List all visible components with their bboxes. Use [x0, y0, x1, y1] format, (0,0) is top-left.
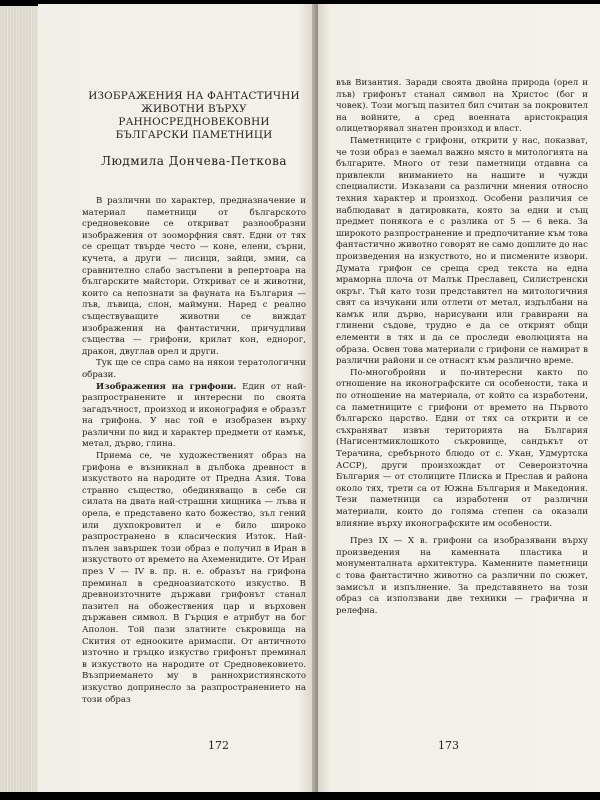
- paragraph-text: Един от най-разпространените и интересни по своята загадъчност, произход и иконография е образът на грифона. У нас той е изобразен върху различни по вид и характер предмети от камък, метал, дърво, глина.: [82, 381, 306, 450]
- paragraph: По-многобройни и по-интересни както по отношение на иконографските си особености, така и по отношение на материала, от който са изработени, са паметниците с грифони от времето на Първото българско царство. Едни от тях са открити и се съхраняват извън територията на България (Нагисентмиклошкото съкровище, сандъкът от Терачина, сребърното блюдо от с. Укан, Удмуртска АССР), други произхождат от Североизточна България — от столиците Плиска и Преслав и района около тях, трети са от Южна България и Македония. Тези паметници са изработени от различни материали, които до голяма степен са оказали влияние върху иконографските им особености.: [336, 367, 588, 529]
- paragraph: Паметниците с грифони, открити у нас, показват, че този образ е заемал важно място в митологията на българите. Много от тези паметници отдавна са привлекли вниманието на нашите и чужди специалисти. Изказани са различни мнения относно техния характер и произход. Особени различия се наблюдават в датировката, която за едни и същ предмет понякога е с разлика от 5 — 6 века. За широкото разпространение и предпочитание към това фантастично животно говорят не само дошлите до нас произведения на изкуството, но и писмените извори. Думата грифон се среща сред текста на една мраморна плоча от Малък Преславец, Силистренски окръг. Тъй като този представител на митологичния свят са изчукани или отлети от метал, издълбани на камък или дърво, нарисувани или гравирани на глинени съдове, трудно е да се открият общи елементи в тях и да се проследи еволюцията на образа. Освен това материали с грифони се намират в различни райони и се отнасят към различно време.: [336, 135, 588, 367]
- section-heading: Изображения на грифони.: [96, 381, 237, 392]
- paragraph: Тук ще се спра само на някои тератологични образи.: [82, 358, 306, 380]
- author-name: Людмила Дончева-Петкова: [100, 154, 288, 168]
- paragraph: През IX — X в. грифони са изобразявани върху произведения на каменната пластика и монументалната архитектура. Каменните паметници с това фантастично животно са различни по сюжет, замисъл и изпълнение. За представянето на този образ са използвани две техники — графична и релефна.: [336, 536, 588, 616]
- right-page: [318, 4, 600, 792]
- paragraph: във Византия. Заради своята двойна природа (орел и лъв) грифонът станал символ на Христос (бог и човек). Този могъщ пазител бил считан за покровител на войните, а сред военната аристокрация олицетворявал знатен произход и власт.: [336, 78, 588, 135]
- page-number-right: 173: [438, 739, 459, 752]
- page-number-left: 172: [208, 739, 229, 752]
- left-page: [38, 4, 320, 792]
- paragraph: Приема се, че художественият образ на грифона е възникнал в дълбока древност в изкуството на народите от Предна Азия. Това странно същество, обединяващо в себе си силата на двата най-страшни хищника — лъва и орела, е представено като божество, зъл гений или духпокровител и е било широко разпространено в класическия Изток. Най-пълен завършек този образ е получил в Иран в изкуството от времето на Ахеменидите. От Иран през V — IV в. пр. н. е. образът на грифона преминал в средноазиатското изкуство. В древноизточните държави грифонът станал пазител на обожествения цар и върховен държавен символ. В Гърция е атрибут на бог Аполон. Той пази златните съкровища на Скития от еднооките аримаспи. От античното източно и гръцко изкуство грифонът преминал в изкуството на народите от Средновековието. Възприемането му в раннохристиянското изкуство допринесло за разпространението на този образ: [82, 451, 306, 705]
- right-body-text: [336, 78, 588, 617]
- article-title: ИЗОБРАЖЕНИЯ НА ФАНТАСТИЧНИ ЖИВОТНИ ВЪРХУ РАННОСРЕДНОВЕКОВНИ БЪЛГАРСКИ ПАМЕТНИЦИ: [88, 90, 300, 141]
- paragraph-with-heading: [82, 382, 306, 452]
- page-edges: [0, 6, 40, 792]
- left-body-text: [82, 196, 306, 706]
- paragraph: В различни по характер, предназначение и материал паметници от българското средновековие се откриват разнообразни изображения от зооморфния свят. Едни от тях се срещат твърде често — коне, елени, сърни, кучета, а други — лисици, зайци, змии, са сравнително слабо застъпени в репертоара на българските майстори. Откриват се и животни, които са непознати за фауната на България — лъв, лъвица, слон, маймуни. Наред с реално съществуващите животни се виждат изображения на фантастични, причудливи същества — грифони, крилат кон, еднорог, дракон, двуглав орел и други.: [82, 196, 306, 357]
